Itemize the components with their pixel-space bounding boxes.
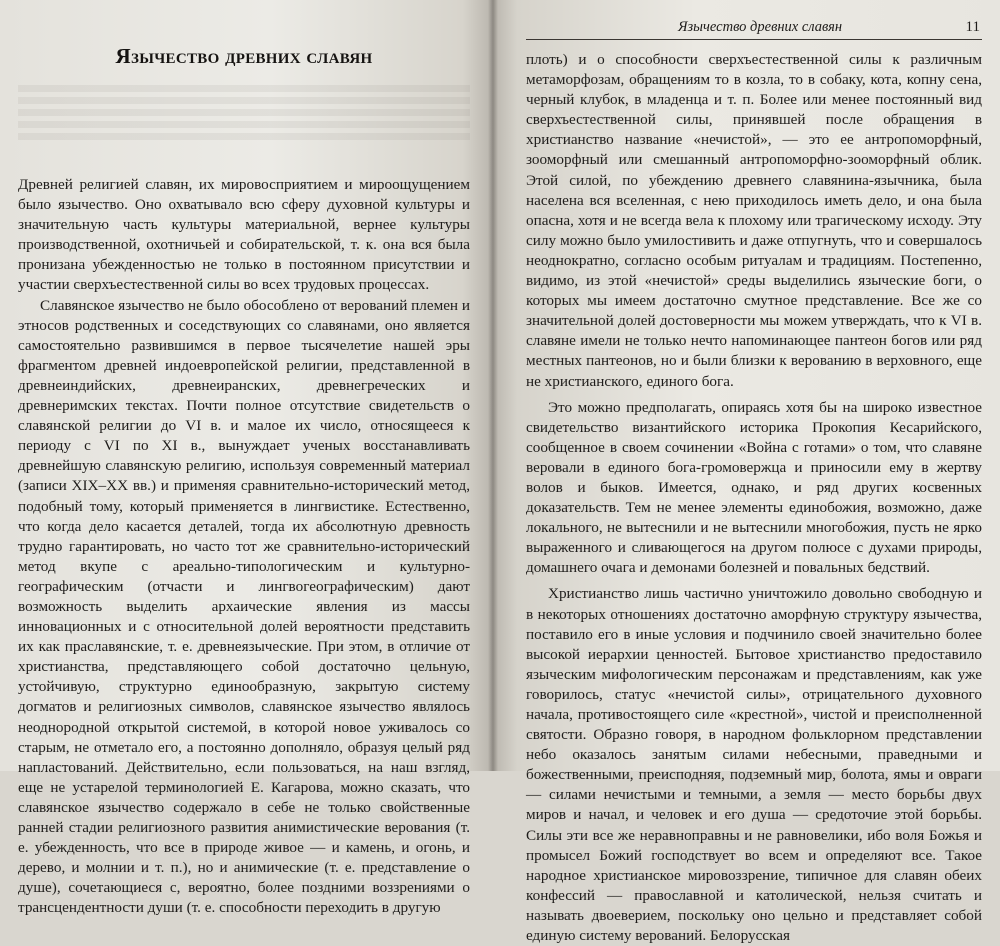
page-number: 11	[965, 19, 980, 35]
right-page	[492, 0, 1000, 945]
chapter-title: Язычество древних славян	[115, 44, 373, 68]
paragraph: Славянское язычество не было обособлено от верований племен и этносов родственных и соседствующих со славянами, оно является самостоятельно развившимся в первое тысячелетие нашей эры фрагментом древней индоевропейской религии, представленной в древнеиндийских, древнеиранских, древнегреческих и древнеримских текстах. Почти полное отсутствие свидетельств о славянской религии до VI в. и малое их число, относящееся к периоду с VI по XI в., вынуждает ученых восстанавливать древнейшую славянскую религию, используя современный материал (записи XIX–XX вв.) и применяя сравнительно-исторический метод, подобный тому, который применяется в лингвистике. Естественно, что когда дело касается деталей, тогда их абсолютную древность трудно гарантировать, но часто тот же сравнительно-исторический метод вкупе с ареально-типологическим и культурно-географическим (отчасти и лингвогеографическим) дают возможность выделить архаические явления из массы инновационных и с относительной долей вероятности представить их как праславянские, т. е. древнеязыческие. При этом, в отличие от христианства, представляющего собой достаточно цельную, устойчивую, структурно единообразную, закрытую систему догматов и религиозных символов, славянское язычество являлось неоднородной открытой системой, в которой новое уживалось со старым, не отметало его, а постоянно дополняло, образуя целый ряд напластований. Действительно, если пользоваться, на наш взгляд, еще не устарелой терминологией Е. Кагарова, можно сказать, что славянское язычество содержало в себе не только свойственные ранней стадии религиозного развития анимистические верования (т. е. убежденность, что все в природе живое — и камень, и огонь, и дерево, и молнии и т. п.), но и анимические (т. е. представление о душе), сочетающиеся с, вероятно, более поздними воззрениями о трансцендентности души (т. е. способности переходить в другую	[18, 296, 470, 917]
show-through-text	[18, 85, 470, 145]
left-page-body	[18, 175, 470, 918]
right-page-body	[526, 50, 982, 946]
running-head-title: Язычество древних славян	[678, 19, 843, 35]
paragraph: плоть) и о способности сверхъестественной силы к различным метаморфозам, обращениям то в козла, то в собаку, кота, копну сена, черный клубок, в младенца и т. п. Более или менее постоянный вид сверхъестественной силы, принявшей после обращения в христианство название «нечистой», — это ее антропоморфный, зооморфный или смешанный антропоморфно-зооморфный облик. Этой силой, по убеждению древнего славянина-язычника, была населена вся вселенная, с нею приходилось иметь дело, и она была опасна, хотя и не всегда вела к плохому или трагическому исходу. Эту силу можно было умилостивить и даже отпугнуть, что и совершалось неоднократно, согласно особым ритуалам и традициям. Постепенно, видимо, из этой «нечистой» среды выделились языческие боги, о которых мы имеем достаточно смутное представление. Все же со значительной долей достоверности мы можем утверждать, что к VI в. славяне имели не только нечто напоминающее пантеон богов или ряд местных пантеонов, но и были близки к верованию в верховного, еще не христианского, единого бога.	[526, 51, 982, 390]
left-page	[0, 0, 492, 917]
paragraph: Это можно предполагать, опираясь хотя бы на широко известное свидетельство византийского историка Прокопия Кесарийского, сообщенное в своем сочинении «Война с готами» о том, что славяне веровали в единого бога-громовержца и приносили ему в жертву волов и быков. Имеется, однако, и ряд других косвенных доказательств. Тем не менее элементы единобожия, возможно, даже локального, не вытеснили и не вытеснили многобожия, пусть не ярко выраженного и сливающегося на другом полюсе с духами природы, домашнего очага и демонами болезней и повальных бедствий.	[526, 398, 982, 577]
running-head	[526, 6, 982, 40]
paragraph: Христианство лишь частично уничтожило довольно свободную и в некоторых отношениях достаточно аморфную структуру язычества, поставило его в иные условия и подчинило своей значительно более высокой иерархии ценностей. Бытовое христианство предоставило языческим мифологическим персонажам и представлениям, как уже говорилось, статус «нечистой силы», отрицательного духовного начала, противостоящего силе «крестной», чистой и преисполненной святости. Образно говоря, в народном фольклорном представлении небо оказалось занятым силами небесными, праведными и божественными, преисподняя, подземный мир, болота, ямы и овраги — силами нечистыми и темными, а земля — место борьбы двух миров и начал, и человек и его душа — средоточие этой борьбы. Силы эти все же неравноправны и не равновелики, ибо воля Божья и промысел Божий господствует во всем и определяют все. Такое народное христианское мировоззрение, типичное для славян обеих конфессий — православной и католической, нельзя считать и называть двоеверием, поскольку оно цельно и представляет собой единую систему верований. Белорусская	[526, 585, 982, 945]
paragraph: Древней религией славян, их мировосприятием и мироощущением было язычество. Оно охватывало всю сферу духовной культуры и значительную часть культуры материальной, вернее культуры производственной, охотничьей и собирательской, т. к. она вся была пронизана убежденностью не только в постоянном присутствии и участии сверхъестественной силы во всех трудовых процессах.	[18, 176, 470, 294]
book-gutter	[488, 0, 498, 771]
